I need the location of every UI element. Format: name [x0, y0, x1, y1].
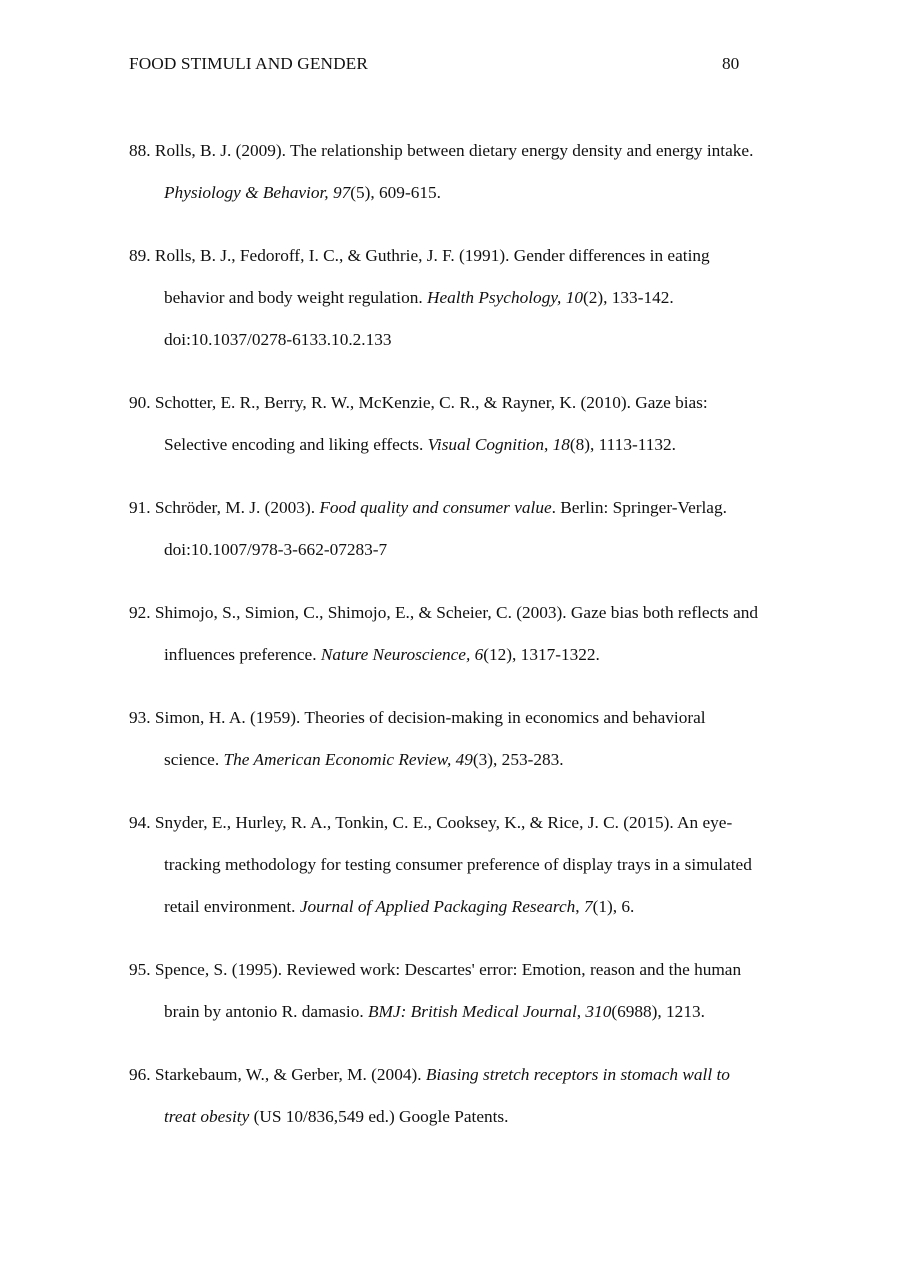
reference-line — [129, 949, 809, 991]
reference-text: brain by antonio R. damasio. — [164, 1002, 368, 1021]
reference-text: (3), 253-283. — [472, 750, 564, 769]
reference-text: . Berlin: Springer-Verlag. — [551, 498, 727, 517]
reference-italic-text: Journal of Applied Packaging Research — [299, 897, 576, 916]
reference-line — [129, 1054, 809, 1096]
reference-line — [129, 529, 809, 571]
reference-italic-text: The American Economic Review, 49 — [223, 750, 473, 769]
reference-line — [129, 802, 809, 844]
reference-italic-text: Biasing stretch receptors in stomach wall to — [425, 1065, 730, 1084]
reference-text: , — [575, 897, 584, 916]
reference-text: 95. Spence, S. (1995). Reviewed work: Descartes' error: Emotion, reason and the human — [129, 960, 742, 979]
reference-entry — [129, 697, 809, 781]
reference-entry — [129, 382, 809, 466]
reference-line — [129, 634, 809, 676]
reference-line — [129, 487, 809, 529]
reference-line — [129, 235, 809, 277]
reference-entry — [129, 949, 809, 1033]
reference-line — [129, 886, 809, 928]
reference-italic-text: 310 — [585, 1002, 612, 1021]
reference-italic-text: treat obesity — [164, 1107, 250, 1126]
reference-line — [129, 844, 809, 886]
reference-text: 91. Schröder, M. J. (2003). — [129, 498, 320, 517]
reference-italic-text: Nature Neuroscience, 6 — [320, 645, 484, 664]
reference-italic-text: BMJ: British Medical Journal — [367, 1002, 577, 1021]
reference-line — [129, 319, 809, 361]
reference-line — [129, 592, 809, 634]
reference-text: doi:10.1007/978-3-662-07283-7 — [164, 540, 388, 559]
reference-text: Selective encoding and liking effects. — [164, 435, 428, 454]
reference-line — [129, 1096, 809, 1138]
reference-entry — [129, 592, 809, 676]
reference-line — [129, 277, 809, 319]
reference-text: (2), 133-142. — [582, 288, 674, 307]
reference-text: (8), 1113-1132. — [569, 435, 676, 454]
reference-line — [129, 172, 809, 214]
reference-text: (6988), 1213. — [611, 1002, 705, 1021]
running-head: FOOD STIMULI AND GENDER — [129, 54, 368, 73]
reference-text: 89. Rolls, B. J., Fedoroff, I. C., & Guthrie, J. F. (1991). Gender differences in eating — [129, 246, 710, 265]
reference-text: behavior and body weight regulation. — [164, 288, 427, 307]
reference-text: tracking methodology for testing consumer preference of display trays in a simulated — [164, 855, 752, 874]
reference-italic-text: Physiology & Behavior, 97 — [164, 183, 351, 202]
reference-entry — [129, 802, 809, 928]
reference-entry — [129, 235, 809, 361]
reference-text: (5), 609-615. — [350, 183, 441, 202]
page-number: 80 — [722, 54, 740, 73]
reference-italic-text: Health Psychology, 10 — [427, 288, 583, 307]
reference-entry — [129, 1054, 809, 1138]
reference-text: doi:10.1037/0278-6133.10.2.133 — [164, 330, 392, 349]
reference-text: (1), 6. — [592, 897, 635, 916]
reference-text: influences preference. — [164, 645, 321, 664]
reference-text: 93. Simon, H. A. (1959). Theories of decision-making in economics and behavioral — [129, 708, 706, 727]
reference-text: , — [543, 435, 553, 454]
reference-line — [129, 424, 809, 466]
reference-text: retail environment. — [164, 897, 300, 916]
reference-line — [129, 697, 809, 739]
reference-text: 94. Snyder, E., Hurley, R. A., Tonkin, C. E., Cooksey, K., & Rice, J. C. (2015). An eye- — [129, 813, 733, 832]
reference-italic-text: Food quality and consumer value — [319, 498, 552, 517]
reference-italic-text: Visual Cognition — [427, 435, 544, 454]
reference-text: science. — [164, 750, 224, 769]
reference-line — [129, 382, 809, 424]
reference-italic-text: 18 — [552, 435, 570, 454]
reference-text: 96. Starkebaum, W., & Gerber, M. (2004). — [129, 1065, 426, 1084]
reference-line — [129, 991, 809, 1033]
reference-text: , — [576, 1002, 586, 1021]
reference-text: 90. Schotter, E. R., Berry, R. W., McKenzie, C. R., & Rayner, K. (2010). Gaze bias: — [129, 393, 708, 412]
reference-text: 92. Shimojo, S., Simion, C., Shimojo, E., & Scheier, C. (2003). Gaze bias both reflects and — [129, 603, 759, 622]
reference-entry — [129, 130, 809, 214]
reference-italic-text: 7 — [583, 897, 593, 916]
reference-entry — [129, 487, 809, 571]
reference-line — [129, 739, 809, 781]
reference-text: (US 10/836,549 ed.) Google Patents. — [249, 1107, 509, 1126]
reference-text: 88. Rolls, B. J. (2009). The relationship between dietary energy density and energy intake. — [129, 141, 754, 160]
reference-list — [129, 130, 809, 1159]
reference-line — [129, 130, 809, 172]
reference-text: (12), 1317-1322. — [483, 645, 600, 664]
